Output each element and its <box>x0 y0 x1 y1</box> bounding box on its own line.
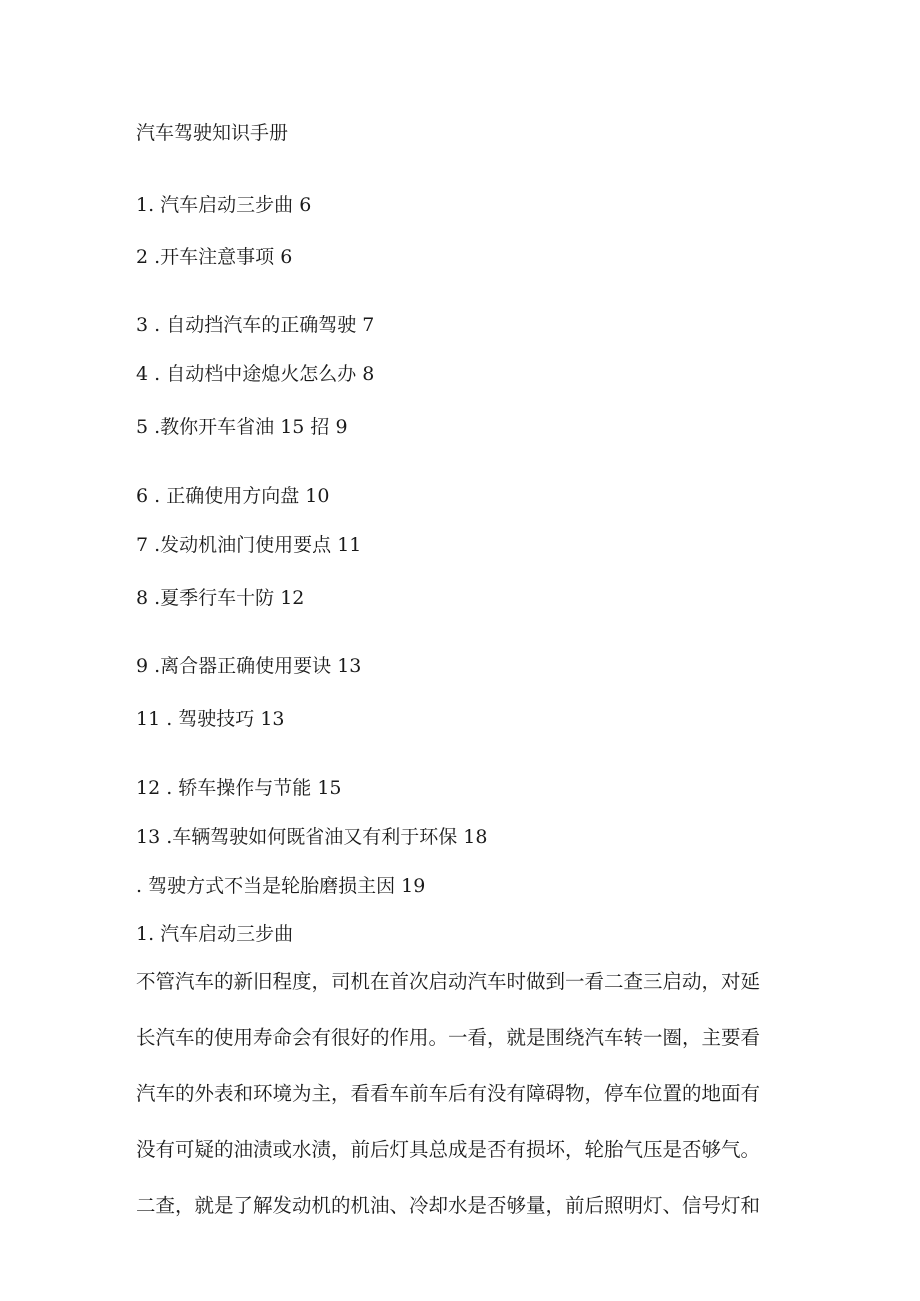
toc-item: 9 .离合器正确使用要诀 13 <box>136 655 362 677</box>
toc-item: 7 .发动机油门使用要点 11 <box>136 534 362 556</box>
toc-item: 13 .车辆驾驶如何既省油又有利于环保 18 <box>136 826 488 848</box>
toc-item: 11 . 驾驶技巧 13 <box>136 708 285 730</box>
toc-item: 6 . 正确使用方向盘 10 <box>136 485 330 507</box>
toc-item: 5 .教你开车省油 15 招 9 <box>136 416 348 438</box>
section-heading: 1. 汽车启动三步曲 <box>136 923 294 945</box>
toc-item: . 驾驶方式不当是轮胎磨损主因 19 <box>136 875 426 897</box>
body-line: 长汽车的使用寿命会有很好的作用。一看，就是围绕汽车转一圈，主要看 <box>136 1026 761 1049</box>
toc-item: 8 .夏季行车十防 12 <box>136 587 305 609</box>
document-title: 汽车驾驶知识手册 <box>136 122 289 144</box>
toc-item: 12 . 轿车操作与节能 15 <box>136 777 342 799</box>
toc-item: 3 . 自动挡汽车的正确驾驶 7 <box>136 314 375 336</box>
body-line: 二查，就是了解发动机的机油、冷却水是否够量，前后照明灯、信号灯和 <box>136 1194 761 1217</box>
toc-item: 2 .开车注意事项 6 <box>136 246 293 268</box>
body-line: 汽车的外表和环境为主，看看车前车后有没有障碍物，停车位置的地面有 <box>136 1082 761 1105</box>
body-line: 没有可疑的油渍或水渍，前后灯具总成是否有损坏，轮胎气压是否够气。 <box>136 1138 761 1161</box>
toc-item: 4 . 自动档中途熄火怎么办 8 <box>136 363 375 385</box>
body-line: 不管汽车的新旧程度，司机在首次启动汽车时做到一看二查三启动，对延 <box>136 970 761 993</box>
toc-item: 1. 汽车启动三步曲 6 <box>136 194 312 216</box>
